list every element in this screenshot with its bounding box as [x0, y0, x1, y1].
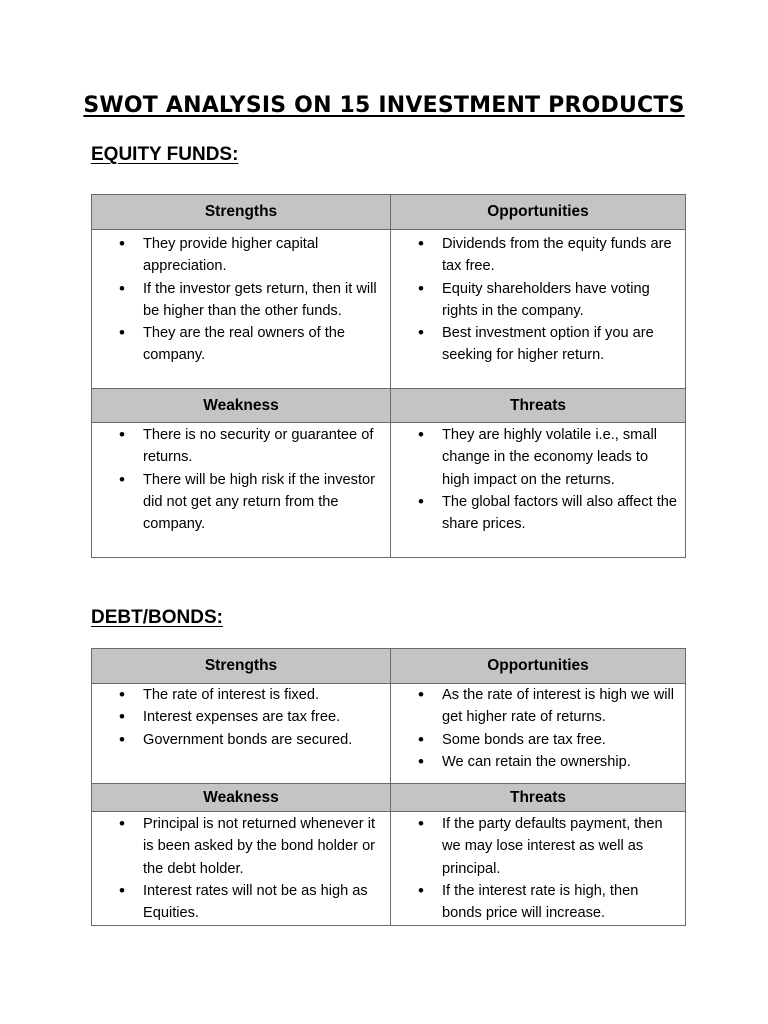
swot-table-debt-bonds: [91, 648, 686, 926]
list-item: • They provide higher capital appreciation.: [92, 233, 390, 278]
list-item: • Equity shareholders have voting rights in the company.: [391, 278, 685, 323]
weakness-list: [92, 424, 390, 535]
opportunities-header: Opportunities: [391, 649, 686, 684]
strengths-header: Strengths: [92, 649, 391, 684]
list-item: • Government bonds are secured.: [92, 729, 390, 751]
weakness-list: [92, 813, 390, 924]
swot-table-equity-funds: [91, 194, 686, 558]
section-heading-equity-funds: EQUITY FUNDS:: [91, 144, 239, 165]
section-heading-debt-bonds: DEBT/BONDS:: [91, 607, 223, 628]
opportunities-list: [391, 684, 685, 773]
list-item: • Interest rates will not be as high as Equities.: [92, 880, 390, 925]
list-item: • If the party defaults payment, then we may lose interest as well as principal.: [391, 813, 685, 880]
list-item: • Principal is not returned whenever it is been asked by the bond holder or the debt holder.: [92, 813, 390, 880]
threats-cell: [391, 812, 686, 926]
strengths-header: Strengths: [92, 195, 391, 230]
opportunities-list: [391, 233, 685, 367]
list-item: • Interest expenses are tax free.: [92, 706, 390, 728]
threats-list: [391, 813, 685, 924]
list-item: • If the investor gets return, then it will be higher than the other funds.: [92, 278, 390, 323]
list-item: • The global factors will also affect the share prices.: [391, 491, 685, 536]
list-item: • There will be high risk if the investor did not get any return from the company.: [92, 469, 390, 536]
strengths-cell: [92, 684, 391, 784]
strengths-cell: [92, 230, 391, 389]
threats-cell: [391, 423, 686, 558]
threats-header: Threats: [391, 784, 686, 812]
threats-header: Threats: [391, 389, 686, 423]
page-title: SWOT ANALYSIS ON 15 INVESTMENT PRODUCTS: [83, 93, 685, 118]
weakness-header: Weakness: [92, 784, 391, 812]
list-item: • The rate of interest is fixed.: [92, 684, 390, 706]
list-item: • As the rate of interest is high we will get higher rate of returns.: [391, 684, 685, 729]
list-item: • We can retain the ownership.: [391, 751, 685, 773]
list-item: • They are the real owners of the company.: [92, 322, 390, 367]
opportunities-header: Opportunities: [391, 195, 686, 230]
opportunities-cell: [391, 684, 686, 784]
list-item: • Best investment option if you are seeking for higher return.: [391, 322, 685, 367]
list-item: • Some bonds are tax free.: [391, 729, 685, 751]
weakness-cell: [92, 423, 391, 558]
list-item: • They are highly volatile i.e., small change in the economy leads to high impact on the returns.: [391, 424, 685, 491]
strengths-list: [92, 684, 390, 751]
opportunities-cell: [391, 230, 686, 389]
weakness-cell: [92, 812, 391, 926]
threats-list: [391, 424, 685, 535]
strengths-list: [92, 233, 390, 367]
list-item: • There is no security or guarantee of returns.: [92, 424, 390, 469]
weakness-header: Weakness: [92, 389, 391, 423]
list-item: • If the interest rate is high, then bonds price will increase.: [391, 880, 685, 925]
list-item: • Dividends from the equity funds are tax free.: [391, 233, 685, 278]
